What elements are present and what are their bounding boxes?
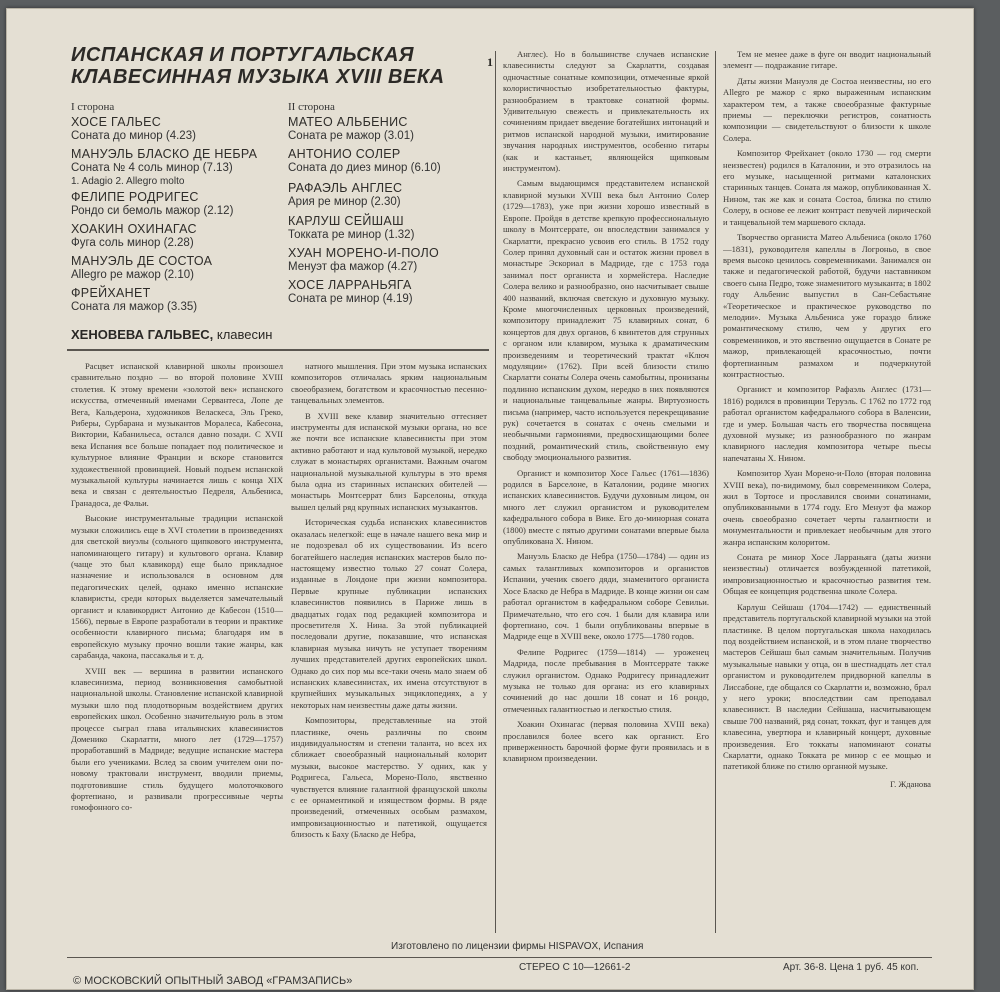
track-composer: РАФАЭЛЬ АНГЛЕС — [288, 181, 403, 195]
side2-heading: II сторона — [288, 101, 335, 113]
notes-paragraph: Высокие инструментальные традиции испанской музыки сложились еще в XVI столетии в произведениях для светской виуэлы (сольного щипкового инструмента, напоминающего гитару) и культового органа. Клавир (чаще это был клавикорд) еще было прикладное назначение и использовался в основном для педагогических целей, однако именно испанские клавиристы, среди которых выделяется замечательный органист и клавикордист Антонио де Кабесон (1510—1566), первые в Европе разработали в теории и практике особенности клавирного письма; благодаря им в европейскую музыку прочно вошли такие жанры, как сарабанда, чакона, пассакалья и т. д. — [71, 513, 283, 661]
notes-paragraph: Даты жизни Мануэля де Состоа неизвестны, но его Allegro ре мажор с ярко выраженным испанским характером тем, а также своеобразные фактурные приемы — переключки регистров, сонатность композиции — свидетельствуют о близости к школе Солера. — [723, 75, 931, 143]
track-work: Соната до диез минор (6.10) — [288, 162, 441, 174]
track-composer: МАНУЭЛЬ БЛАСКО ДЕ НЕБРА — [71, 147, 258, 161]
notes-paragraph: Органист и композитор Хосе Гальес (1761—1836) родился в Барселоне, в Каталонии, родине многих испанских клавесинистов. Будучи духовным лицом, он много лет служил органистом и руководителем кафедрального собора в Вике. Его до-минорная соната (1800) вместе с пятью другими сонатами впервые была опубликована Х. Нином. — [503, 467, 709, 547]
notes-paragraph: Карлуш Сейшаш (1704—1742) — единственный представитель португальской клавирной музыки на этой пластинке. В целом португальская школа находилась под воздействием испанской, и в этом плане творчество мастеров Сейшаш был самым значительным. Получив музыкальные навыки у отца, он в шестнадцать лет стал органистом и руководителем придворной капеллы в Лиссабоне, где общался со Скарлатти и, возможно, брал у него уроки; впоследствии сам преподавал клавесинист. В наследии Сейшаша, насчитывающем свыше 700 названий, ряд сонат, токкат, фуг и танцев для клавесина, увертюра и клавирный концерт, духовные произведения. Его токкаты напоминают сонаты Скарлатти, однако Токката ре минор с ее мощью и патетикой ближе по стилю органной музыке. — [723, 601, 931, 772]
track-composer: ХУАН МОРЕНО-И-ПОЛО — [288, 246, 440, 260]
track-work: Токката ре минор (1.32) — [288, 229, 415, 241]
track-composer: КАРЛУШ СЕЙШАШ — [288, 214, 404, 228]
notes-paragraph: Фелипе Родригес (1759—1814) — уроженец Мадрида, после пребывания в Монтсеррате также служил органистом. Однако Родригесу принадлежит музыка не только для органа: из его клавирных сочинений до нас дошли 18 сонат и 16 рондо, отмеченных галантностью и легкостью стиля. — [503, 646, 709, 714]
track-work: Соната ля мажор (3.35) — [71, 301, 198, 313]
track-composer: ФЕЛИПЕ РОДРИГЕС — [71, 190, 199, 204]
track-work: Allegro ре мажор (2.10) — [71, 269, 195, 281]
track-movements: 1. Adagio 2. Allegro molto — [71, 176, 185, 187]
column-divider — [715, 51, 716, 933]
notes-paragraph: Историческая судьба испанских клавесинистов оказалась нелегкой: еще в начале нашего века мир и не подозревал об их существовании. Из всего богатейшего наследия испанских мастеров было по-настоящему известно только 27 сонат Солера, изданные в Лондоне при жизни композитора. Первые крупные публикации испанских клавесинистов появились в Париже лишь в двадцатых годах под редакцией композитора и просветителя Х. Нина. За этой публикацией последовали другие, показавшие, что испанская клавирная музыка ничуть не уступает творениям лучших представителей других европейских школ. Однако до сих пор мы все-таки очень мало знаем об испанских клавесинистах, их имена отсутствуют в крупнейших музыкальных энциклопедиях, а у некоторых нам неизвестны даже даты жизни. — [291, 517, 487, 710]
track-composer: ХОАКИН ОХИНАГАС — [71, 222, 197, 236]
notes-paragraph: Творчество органиста Матео Альбениса (около 1760—1831), руководителя капеллы в Логроньо, в свое время высоко ценилось современниками. Занимался он также и педагогической работой, будучи наставником своего сына Педро, тоже знаменитого музыканта; в 1802 году Альбенис выпустил в Сан-Себастьяне «Теоретическое и практическое руководство по мелодии». Музыка Альбениса уже гораздо ближе романтическому стилю, чем у других его современников, и это явственно ощущается в Сонате ре мажор, привлекающей красочностью, почти фортепианным размахом и подчеркнутой контрастностью. — [723, 232, 931, 379]
notes-paragraph: Англес). Но в большинстве случаев испанские клавесинисты следуют за Скарлатти, создавая одночастные сонатные композиции, отмеченные яркой колористичностью изобретательностью фактуры, разнообразием в трактовке сонатной формы. Удивительную свежесть и привлекательность их сочинениям придает введение богатейших интонаций и ритмов испанской народной музыки, имитирование звучания народных инструментов, особенно гитары (как и кастаньет, являющейся щипковым инструментом). — [503, 49, 709, 174]
track-composer: АНТОНИО СОЛЕР — [288, 147, 401, 161]
notes-paragraph: Композитор Фрейханет (около 1730 — год смерти неизвестен) родился в Каталонии, и это отразилось на его музыке, насыщенной ритмами каталонских старинных танцев. Соната ля мажор, опубликованная Х. Нином, так же как и соната Состоа, близка по стилю Солеру, в основе ее лежит контраст певучей лирической и танцевальной тем маршевого склада. — [723, 148, 931, 227]
notes-column-4 — [723, 49, 931, 945]
track-work: Соната ре мажор (3.01) — [288, 130, 414, 142]
notes-paragraph: натного мышления. При этом музыка испанских композиторов отличалась ярким национальным своеобразием, богатством и красочностью песенно-танцевальных элементов. — [291, 361, 487, 406]
notes-column-3 — [503, 49, 709, 935]
track-composer: ФРЕЙХАНЕТ — [71, 286, 151, 300]
side1-heading: I сторона — [71, 101, 115, 113]
notes-author: Г. Жданова — [890, 778, 931, 789]
album-title-line1: ИСПАНСКАЯ И ПОРТУГАЛЬСКАЯ — [71, 44, 414, 66]
notes-column-1 — [71, 361, 283, 941]
track-work: Соната № 4 соль минор (7.13) — [71, 162, 233, 174]
performer-credit — [71, 327, 272, 342]
notes-paragraph: Хоакин Охинагас (первая половина XVIII века) прославился более всего как органист. Его приверженность барочной форме фуги проявилась и в клавирном произведении. — [503, 719, 709, 764]
notes-paragraph: Самым выдающимся представителем испанской клавирной музыки XVIII века был Антонио Солер (1729—1783), уже при жизни хорошо известный в Европе. Пройдя в детстве крепкую профессиональную школу в Монтсеррате, он впоследствии занимался у Скарлатти, прекрасно усвоив его стиль. В 1752 году Солер принял духовный сан и остаток жизни провел в монастыре Эскориал в Мадриде, где с 1753 года занимал пост органиста и хормейстера. Наследие Солера велико и разнообразно, оно насчитывает свыше 400 названий, включая светскую и духовную музыку. Кроме многочисленных церковных произведений, композитору принадлежит 75 клавирных сонат, 6 концертов для двух органов, 6 квинтетов для струнных с органом или клавиром, музыка к драматическим произведениям и теоретический трактат «Ключ модуляции» (1762). При всей близости стилю Скарлатти сонаты Солера очень самобытны, пронизаны подлинно испанским духом, нередко в них появляются и национальные танцевальные жанры. Виртуозность письма (например, часто используется перекрещивание рук) сочетается в сонатах с очень смелыми и необычными гармониями, предвосхищающими более поздний, романтический стиль, свойственную ему свободу эмоционального развития. — [503, 178, 709, 463]
catalog-number: СТЕРЕО С 10—12661-2 — [519, 962, 631, 973]
side-marker: 1 — [487, 55, 493, 69]
track-work: Фуга соль минор (2.28) — [71, 237, 194, 249]
track-work: Ария ре минор (2.30) — [288, 196, 401, 208]
notes-paragraph: Органист и композитор Рафаэль Англес (1731—1816) родился в провинции Теруэль. С 1762 по 1772 год работал органистом кафедрального собора в Валенсии, где и умер. Большая часть его творчества посвящена духовной музыке; из разнообразного по жанрам клавирного наследия композитора четыре пьесы напечатаны Х. Нином. — [723, 384, 931, 463]
notes-paragraph: В XVIII веке клавир значительно оттесняет инструменты для испанской музыки органа, но все же почти все испанские клавесинисты при этом активно работают и над культовой музыкой, нередко служат в монастырях органистами. Важным очагом национальной музыкальной культуры в это время была одна из старинных испанских обителей — монастырь Монтсеррат близ Барселоны, откуда вышел целый ряд крупных испанских музыкантов. — [291, 410, 487, 512]
track-work: Менуэт фа мажор (4.27) — [288, 261, 418, 273]
performer-role: клавесин — [213, 327, 273, 342]
license-note: Изготовлено по лицензии фирмы HISPAVOX, Испания — [391, 941, 644, 952]
notes-paragraph: Композиторы, представленные на этой пластинке, очень различны по своим индивидуальностям и степени таланта, но всех их сближает своеобразный национальный колорит музыки, высокое мастерство. У одних, как у Родригеса, Гальеса, Морено-Поло, явственно чувствуется влияние галантной французской школы с ее орнаментикой и изяществом формы. В ряде произведений, отмеченных особым размахом, импровизационностью и патетикой, ощущается близость к Баху (Бласко де Небра, — [291, 715, 487, 840]
performer-name: ХЕНОВЕВА ГАЛЬВЕС, — [71, 327, 214, 342]
notes-paragraph: Мануэль Бласко де Небра (1750—1784) — один из самых талантливых композиторов и органистов Испании, ученик своего дяди, знаменитого органиста Хосе Бласко де Небра в Мадриде. В конце жизни он сам работал органистом в кафедральном соборе Севильи. Примечательно, что его соч. 1 были для клавира или фортепиано, соч. 1 были опубликованы впервые в Мадриде еще в XVIII веке, около 1775—1780 годов. — [503, 551, 709, 642]
notes-column-2 — [291, 361, 487, 931]
track-composer: МАТЕО АЛЬБЕНИС — [288, 115, 408, 129]
notes-paragraph: Расцвет испанской клавирной школы произошел сравнительно поздно — во второй половине XVIII столетия. К этому времени «золотой век» испанского искусства, отмеченный именами Сервантеса, Лопе де Вега, Кальдерона, художников Веласкеса, Эль Греко, Риберы, Сурбарана и музыкантов Моралеса, Кабесона, Виктории, Кабанильеса, остался давно позади. С XVII века Испания все больше попадает под политическое и культурное влияние Франции и вскоре становится художественной провинцией. Новый подъем испанской музыкальной культуры начинается лишь с конца XIX века и связан с деятельностью Педреля, Альбениса, Гранадоса, де Фальи. — [71, 361, 283, 508]
track-work: Соната до минор (4.23) — [71, 130, 196, 142]
track-composer: ХОСЕ ГАЛЬЕС — [71, 115, 162, 129]
footer-divider — [67, 957, 932, 958]
track-work: Рондо си бемоль мажор (2.12) — [71, 205, 234, 217]
manufacturer-credit: © МОСКОВСКИЙ ОПЫТНЫЙ ЗАВОД «ГРАМЗАПИСЬ» — [73, 975, 353, 987]
notes-paragraph: XVIII век — вершина в развитии испанского клавесинизма, период возникновения самобытной национальной школы. Становление испанской клавирной музыки шло под плодотворным воздействием других европейских школ. Особенно значительную роль в этом процессе сыграл глава итальянских клавесинистов Доменико Скарлатти, много лет (1729—1757) проработавший в Мадриде; ведущие испанские мастера были его учениками. Вслед за своим учителем они по-новому трактовали инструмент, вводили приемы, подготовившие стиль будущего молоточкового фортепиано, и развивали прогрессивные черты гомофонного со- — [71, 665, 283, 813]
track-composer: МАНУЭЛЬ ДЕ СОСТОА — [71, 254, 213, 268]
column-divider — [495, 51, 496, 933]
track-work: Соната ре минор (4.19) — [288, 293, 413, 305]
record-sleeve-back — [6, 8, 974, 990]
header-divider — [67, 349, 489, 351]
price-label: Арт. 36-8. Цена 1 руб. 45 коп. — [783, 962, 919, 973]
notes-paragraph: Композитор Хуан Морено-и-Поло (вторая половина XVIII века), по-видимому, был современником Солера, жил в Тортосе и прославился своими сонатинами, опубликованными в 1774 году. Его Менуэт фа мажор очень своеобразно сочетает черты галантности и монументальности и привлекает необычным для этого жанра испанским колоритом. — [723, 468, 931, 547]
album-title-line2: КЛАВЕСИННАЯ МУЗЫКА XVIII ВЕКА — [71, 66, 445, 88]
notes-paragraph: Тем не менее даже в фуге он вводит национальный элемент — подражание гитаре. — [723, 49, 931, 71]
notes-paragraph: Соната ре минор Хосе Ларраньяга (даты жизни неизвестны) отличается возбужденной патетикой, импровизационностью и красочностью развития тем. Общая ее концепция родственна школе Солера. — [723, 552, 931, 597]
track-composer: ХОСЕ ЛАРРАНЬЯГА — [288, 278, 412, 292]
